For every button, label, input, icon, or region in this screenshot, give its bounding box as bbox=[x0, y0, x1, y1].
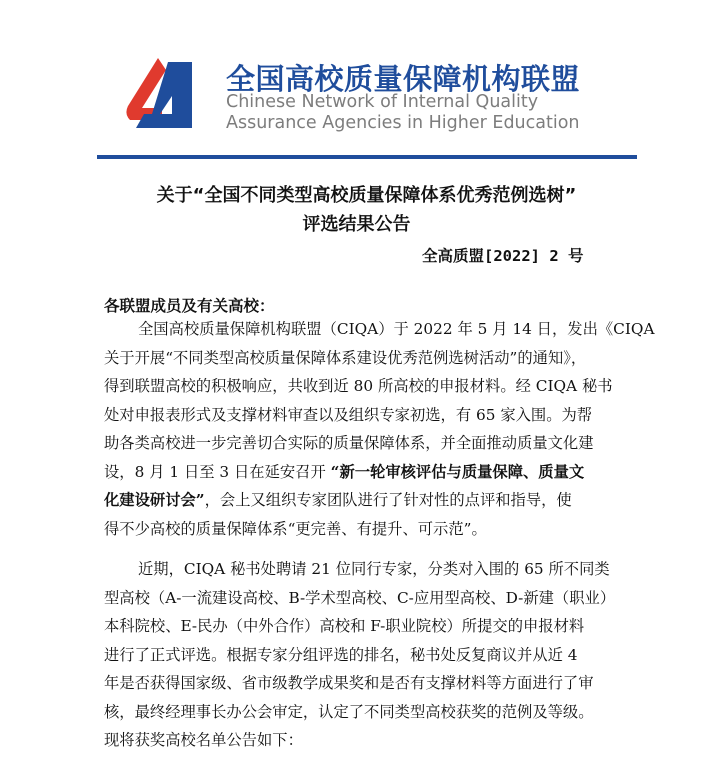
paragraph-line: 年是否获得国家级、省市级教学成果奖和是否有支撑材料等方面进行了审 bbox=[104, 674, 594, 692]
paragraph-line bbox=[104, 458, 638, 487]
doc-title-line2: 评选结果公告 bbox=[302, 214, 411, 235]
paragraph-line: 处对申报表形式及支撑材料审查以及组织专家初选，有 65 家入围。为帮 bbox=[104, 405, 593, 424]
salutation: 各联盟成员及有关高校： bbox=[104, 296, 275, 315]
paragraph-1 bbox=[104, 315, 655, 543]
paragraph-line: 本科院校、E-民办（中外合作）高校和 F-职业院校）所提交的申报材料 bbox=[104, 617, 585, 635]
paragraph-line: 现将获奖高校名单公告如下： bbox=[104, 731, 303, 749]
paragraph-line: 核，最终经理事长办公会审定，认定了不同类型高校获奖的范例及等级。 bbox=[104, 702, 594, 721]
conference-name-part1: “新一轮审核评估与质量保障、质量文 bbox=[330, 462, 585, 481]
paragraph-text: 设，8 月 1 日至 3 日在延安召开 bbox=[104, 462, 331, 481]
paragraph-line: 得不少高校的质量保障体系“更完善、有提升、可示范”。 bbox=[104, 519, 487, 538]
header-divider bbox=[97, 155, 637, 159]
paragraph-text: ，会上又组织专家团队进行了针对性的点评和指导，使 bbox=[204, 491, 572, 509]
paragraph-line: 进行了正式评选。根据专家分组评选的排名，秘书处反复商议并从近 4 bbox=[104, 645, 578, 664]
doc-title-line1: 关于“全国不同类型高校质量保障体系优秀范例选树” bbox=[156, 185, 577, 206]
ciqa-logo-icon bbox=[122, 56, 202, 136]
org-name-en bbox=[226, 92, 580, 134]
org-name-en-line2: Assurance Agencies in Higher Education bbox=[226, 113, 580, 133]
paragraph-line: 近期，CIQA 秘书处聘请 21 位同行专家，分类对入围的 65 所不同类 bbox=[138, 560, 610, 578]
document-header bbox=[0, 0, 713, 160]
paragraph-line bbox=[104, 486, 638, 515]
paragraph-line: 助各类高校进一步完善切合实际的质量保障体系，并全面推动质量文化建 bbox=[104, 434, 594, 452]
paragraph-line: 关于开展“不同类型高校质量保障体系建设优秀范例选树活动”的通知》， bbox=[104, 348, 587, 367]
paragraph-2 bbox=[104, 555, 638, 755]
doc-number: 全高质盟[2022] 2 号 bbox=[422, 247, 584, 265]
org-name-en-line1: Chinese Network of Internal Quality bbox=[226, 92, 539, 112]
org-name-cn: 全国高校质量保障机构联盟 bbox=[226, 62, 581, 96]
paragraph-line: 型高校（A-一流建设高校、B-学术型高校、C-应用型高校、D-新建（职业） bbox=[104, 588, 616, 607]
conference-name-part2: 化建设研讨会” bbox=[104, 491, 205, 509]
paragraph-line: 得到联盟高校的积极响应，共收到近 80 所高校的申报材料。经 CIQA 秘书 bbox=[104, 377, 613, 395]
paragraph-line: 全国高校质量保障机构联盟（CIQA）于 2022 年 5 月 14 日，发出《CIQA bbox=[138, 320, 655, 338]
